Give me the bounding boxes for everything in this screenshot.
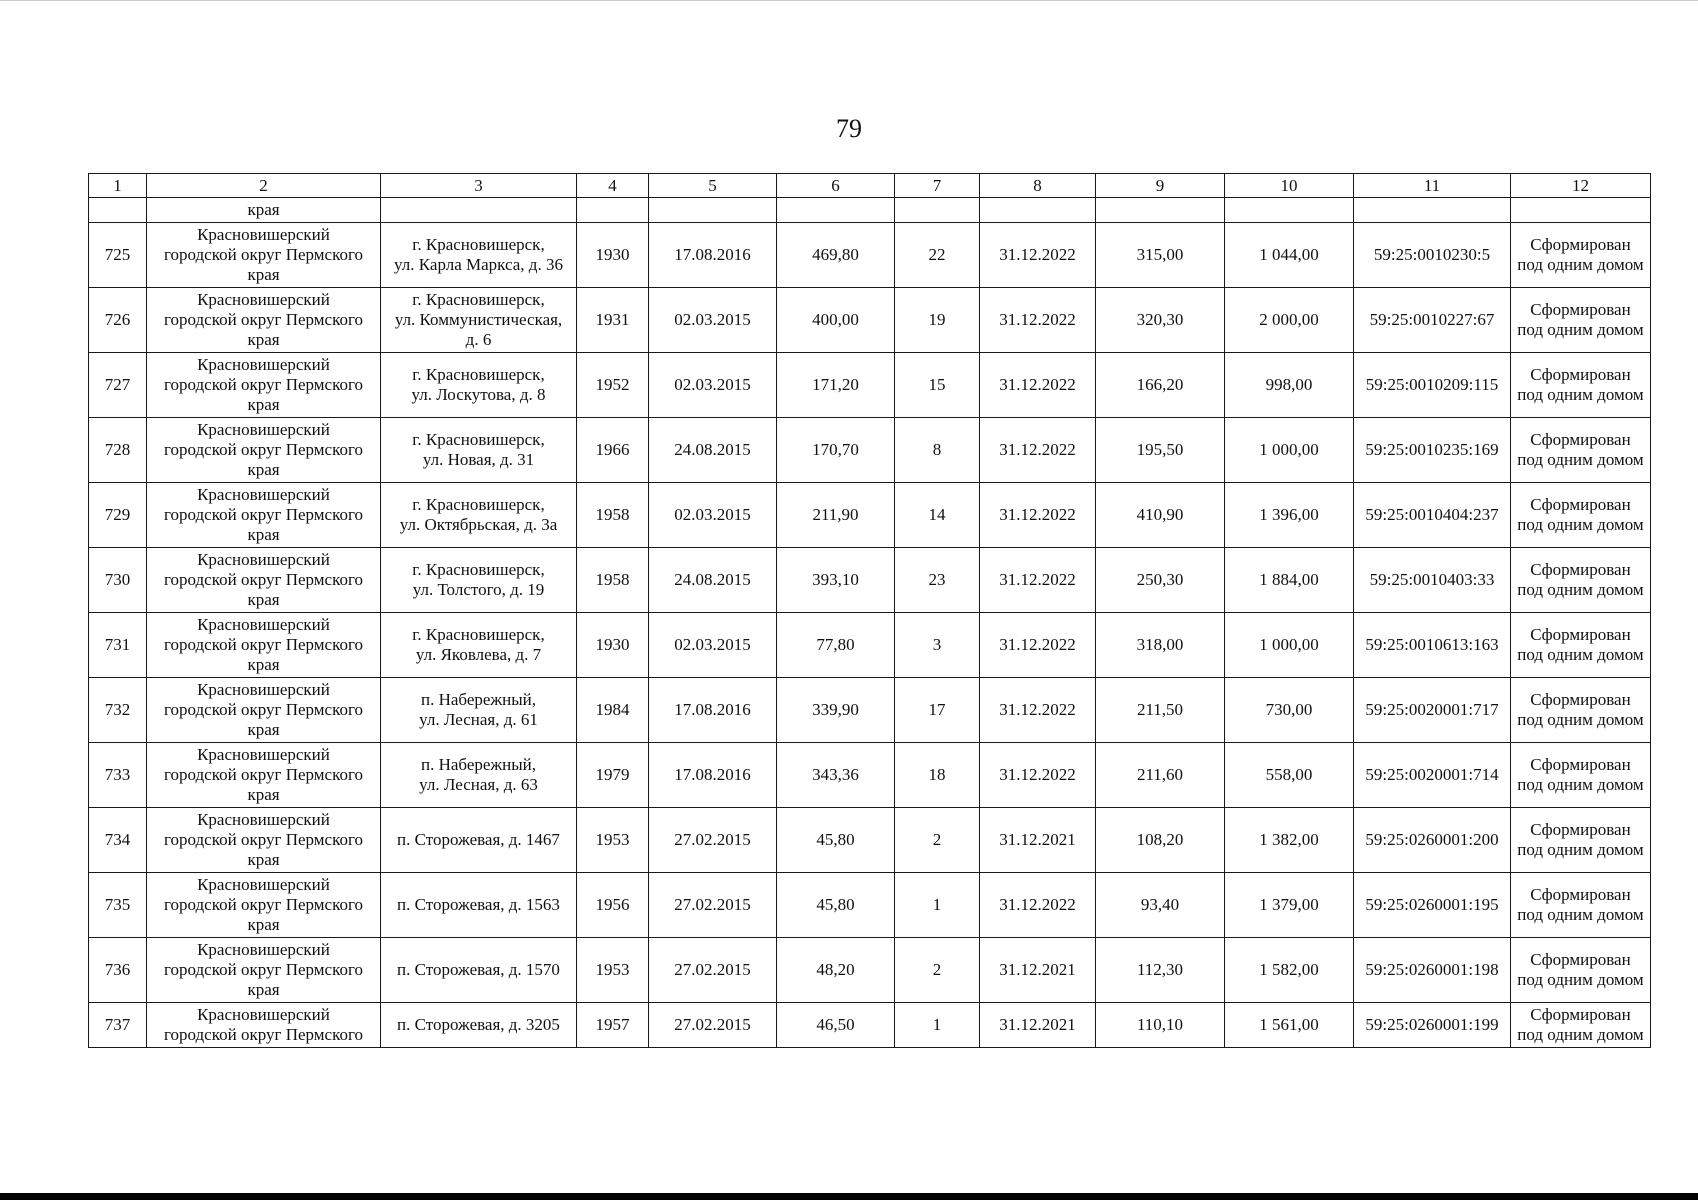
deadline-cell: 31.12.2022 bbox=[980, 743, 1096, 808]
status-line: Сформирован bbox=[1530, 365, 1631, 384]
table-row bbox=[89, 938, 1651, 1003]
municipality-line: Красновишерский bbox=[197, 355, 330, 374]
status-line: под одним домом bbox=[1517, 255, 1644, 274]
municipality-line: Красновишерский bbox=[197, 615, 330, 634]
status-line: Сформирован bbox=[1530, 820, 1631, 839]
municipality-line: городской округ Пермского bbox=[163, 245, 364, 264]
municipality-line: Красновишерский bbox=[197, 420, 330, 439]
cadastral-number-cell: 59:25:0010235:169 bbox=[1354, 418, 1511, 483]
status-line: под одним домом bbox=[1517, 775, 1644, 794]
status-cell bbox=[1511, 808, 1651, 873]
table-row bbox=[89, 483, 1651, 548]
status-line: под одним домом bbox=[1517, 710, 1644, 729]
column-10-cell: 1 000,00 bbox=[1225, 613, 1354, 678]
build-year-cell: 1930 bbox=[577, 613, 649, 678]
deadline-cell: 31.12.2022 bbox=[980, 548, 1096, 613]
column-header: 2 bbox=[147, 174, 381, 198]
row-number: 729 bbox=[89, 483, 147, 548]
build-year-cell: 1984 bbox=[577, 678, 649, 743]
registration-date-cell: 02.03.2015 bbox=[649, 483, 777, 548]
municipality-cell bbox=[147, 1003, 381, 1048]
table-cell bbox=[1225, 198, 1354, 223]
residents-cell: 1 bbox=[895, 1003, 980, 1048]
municipality-line: городской округ Пермского bbox=[163, 440, 364, 459]
registration-date-cell: 17.08.2016 bbox=[649, 743, 777, 808]
table-cell bbox=[1096, 198, 1225, 223]
column-9-cell: 112,30 bbox=[1096, 938, 1225, 1003]
address-line: п. Набережный, bbox=[420, 690, 537, 709]
registration-date-cell: 17.08.2016 bbox=[649, 223, 777, 288]
municipality-line: края bbox=[247, 720, 280, 739]
row-number: 737 bbox=[89, 1003, 147, 1048]
column-header: 8 bbox=[980, 174, 1096, 198]
municipality-cell bbox=[147, 353, 381, 418]
status-cell bbox=[1511, 873, 1651, 938]
residents-cell: 14 bbox=[895, 483, 980, 548]
municipality-line: края bbox=[247, 330, 280, 349]
row-number: 732 bbox=[89, 678, 147, 743]
column-9-cell: 110,10 bbox=[1096, 1003, 1225, 1048]
column-9-cell: 315,00 bbox=[1096, 223, 1225, 288]
column-9-cell: 108,20 bbox=[1096, 808, 1225, 873]
municipality-line: края bbox=[247, 265, 280, 284]
municipality-line: городской округ Пермского bbox=[163, 505, 364, 524]
column-9-cell: 318,00 bbox=[1096, 613, 1225, 678]
status-line: под одним домом bbox=[1517, 385, 1644, 404]
area-cell: 48,20 bbox=[777, 938, 895, 1003]
cadastral-number-cell: 59:25:0260001:200 bbox=[1354, 808, 1511, 873]
column-10-cell: 1 561,00 bbox=[1225, 1003, 1354, 1048]
status-cell bbox=[1511, 288, 1651, 353]
address-cell bbox=[381, 678, 577, 743]
municipality-line: края bbox=[247, 785, 280, 804]
municipality-line: края bbox=[247, 915, 280, 934]
table-cell bbox=[649, 198, 777, 223]
table-cell bbox=[1354, 198, 1511, 223]
row-number: 736 bbox=[89, 938, 147, 1003]
cadastral-number-cell: 59:25:0010230:5 bbox=[1354, 223, 1511, 288]
scan-top-rule bbox=[0, 0, 1698, 1]
municipality-cell bbox=[147, 288, 381, 353]
column-10-cell: 998,00 bbox=[1225, 353, 1354, 418]
status-cell bbox=[1511, 938, 1651, 1003]
deadline-cell: 31.12.2021 bbox=[980, 808, 1096, 873]
deadline-cell: 31.12.2022 bbox=[980, 678, 1096, 743]
address-line: г. Красновишерск, bbox=[412, 560, 545, 579]
residents-cell: 19 bbox=[895, 288, 980, 353]
column-9-cell: 211,60 bbox=[1096, 743, 1225, 808]
municipality-line: городской округ Пермского bbox=[163, 960, 364, 979]
deadline-cell: 31.12.2022 bbox=[980, 353, 1096, 418]
municipality-cell bbox=[147, 483, 381, 548]
cadastral-number-cell: 59:25:0260001:199 bbox=[1354, 1003, 1511, 1048]
municipality-line: городской округ Пермского bbox=[163, 700, 364, 719]
address-cell bbox=[381, 548, 577, 613]
status-cell bbox=[1511, 678, 1651, 743]
municipality-cell bbox=[147, 613, 381, 678]
address-line: п. Сторожевая, д. 1467 bbox=[397, 830, 560, 849]
address-line: ул. Октябрьская, д. 3а bbox=[399, 515, 558, 534]
build-year-cell: 1958 bbox=[577, 483, 649, 548]
column-header: 11 bbox=[1354, 174, 1511, 198]
scan-bottom-edge bbox=[0, 1193, 1698, 1200]
status-line: под одним домом bbox=[1517, 580, 1644, 599]
cadastral-number-cell: 59:25:0010209:115 bbox=[1354, 353, 1511, 418]
table-cell bbox=[89, 198, 147, 223]
cadastral-number-cell: 59:25:0260001:198 bbox=[1354, 938, 1511, 1003]
status-line: Сформирован bbox=[1530, 430, 1631, 449]
area-cell: 343,36 bbox=[777, 743, 895, 808]
deadline-cell: 31.12.2022 bbox=[980, 223, 1096, 288]
municipality-line: края bbox=[247, 655, 280, 674]
status-cell bbox=[1511, 1003, 1651, 1048]
build-year-cell: 1953 bbox=[577, 938, 649, 1003]
status-cell bbox=[1511, 223, 1651, 288]
registration-date-cell: 27.02.2015 bbox=[649, 938, 777, 1003]
build-year-cell: 1953 bbox=[577, 808, 649, 873]
housing-registry-table bbox=[88, 173, 1651, 1048]
address-cell bbox=[381, 223, 577, 288]
column-9-cell: 195,50 bbox=[1096, 418, 1225, 483]
address-line: ул. Лесная, д. 63 bbox=[419, 775, 538, 794]
row-number: 735 bbox=[89, 873, 147, 938]
column-header: 4 bbox=[577, 174, 649, 198]
municipality-line: края bbox=[247, 850, 280, 869]
residents-cell: 2 bbox=[895, 938, 980, 1003]
status-line: под одним домом bbox=[1517, 320, 1644, 339]
address-cell bbox=[381, 353, 577, 418]
address-line: г. Красновишерск, bbox=[412, 625, 545, 644]
table-row bbox=[89, 418, 1651, 483]
municipality-cell bbox=[147, 808, 381, 873]
municipality-cell bbox=[147, 938, 381, 1003]
address-line: ул. Новая, д. 31 bbox=[422, 450, 535, 469]
status-line: под одним домом bbox=[1517, 515, 1644, 534]
status-line: Сформирован bbox=[1530, 1005, 1631, 1024]
table-row bbox=[89, 548, 1651, 613]
address-line: ул. Лоскутова, д. 8 bbox=[411, 385, 546, 404]
build-year-cell: 1957 bbox=[577, 1003, 649, 1048]
column-9-cell: 320,30 bbox=[1096, 288, 1225, 353]
column-10-cell: 1 396,00 bbox=[1225, 483, 1354, 548]
row-number: 726 bbox=[89, 288, 147, 353]
address-cell bbox=[381, 938, 577, 1003]
cadastral-number-cell: 59:25:0010404:237 bbox=[1354, 483, 1511, 548]
build-year-cell: 1979 bbox=[577, 743, 649, 808]
build-year-cell: 1956 bbox=[577, 873, 649, 938]
deadline-cell: 31.12.2022 bbox=[980, 418, 1096, 483]
row-number: 727 bbox=[89, 353, 147, 418]
municipality-cell bbox=[147, 418, 381, 483]
address-line: г. Красновишерск, bbox=[412, 365, 545, 384]
status-line: под одним домом bbox=[1517, 905, 1644, 924]
registration-date-cell: 02.03.2015 bbox=[649, 613, 777, 678]
status-line: Сформирован bbox=[1530, 495, 1631, 514]
table-cell bbox=[895, 198, 980, 223]
residents-cell: 18 bbox=[895, 743, 980, 808]
column-number-row bbox=[89, 174, 1651, 198]
status-line: под одним домом bbox=[1517, 450, 1644, 469]
cadastral-number-cell: 59:25:0260001:195 bbox=[1354, 873, 1511, 938]
build-year-cell: 1952 bbox=[577, 353, 649, 418]
status-cell bbox=[1511, 483, 1651, 548]
column-header: 3 bbox=[381, 174, 577, 198]
status-line: Сформирован bbox=[1530, 235, 1631, 254]
column-9-cell: 93,40 bbox=[1096, 873, 1225, 938]
column-header: 5 bbox=[649, 174, 777, 198]
address-line: г. Красновишерск, bbox=[412, 430, 545, 449]
status-line: Сформирован bbox=[1530, 690, 1631, 709]
municipality-line: городской округ Пермского bbox=[163, 895, 364, 914]
table-row bbox=[89, 288, 1651, 353]
build-year-cell: 1931 bbox=[577, 288, 649, 353]
table-row bbox=[89, 873, 1651, 938]
build-year-cell: 1930 bbox=[577, 223, 649, 288]
registration-date-cell: 17.08.2016 bbox=[649, 678, 777, 743]
area-cell: 469,80 bbox=[777, 223, 895, 288]
table-row bbox=[89, 1003, 1651, 1048]
status-cell bbox=[1511, 418, 1651, 483]
municipality-line: Красновишерский bbox=[197, 810, 330, 829]
build-year-cell: 1966 bbox=[577, 418, 649, 483]
continuation-text: края bbox=[147, 198, 381, 223]
column-10-cell: 730,00 bbox=[1225, 678, 1354, 743]
table-row bbox=[89, 223, 1651, 288]
municipality-cell bbox=[147, 678, 381, 743]
table-cell bbox=[1511, 198, 1651, 223]
address-cell bbox=[381, 483, 577, 548]
municipality-line: Красновишерский bbox=[197, 1005, 330, 1024]
status-line: под одним домом bbox=[1517, 970, 1644, 989]
municipality-line: городской округ Пермского bbox=[163, 1025, 364, 1044]
area-cell: 170,70 bbox=[777, 418, 895, 483]
address-line: ул. Коммунистическая, bbox=[394, 310, 563, 329]
table-cell bbox=[980, 198, 1096, 223]
deadline-cell: 31.12.2022 bbox=[980, 873, 1096, 938]
registration-date-cell: 27.02.2015 bbox=[649, 873, 777, 938]
residents-cell: 23 bbox=[895, 548, 980, 613]
municipality-line: Красновишерский bbox=[197, 940, 330, 959]
area-cell: 393,10 bbox=[777, 548, 895, 613]
continuation-row bbox=[89, 198, 1651, 223]
row-number: 731 bbox=[89, 613, 147, 678]
municipality-line: края bbox=[247, 590, 280, 609]
table-cell bbox=[777, 198, 895, 223]
residents-cell: 15 bbox=[895, 353, 980, 418]
residents-cell: 22 bbox=[895, 223, 980, 288]
address-line: ул. Яковлева, д. 7 bbox=[415, 645, 542, 664]
address-line: г. Красновишерск, bbox=[412, 495, 545, 514]
column-10-cell: 2 000,00 bbox=[1225, 288, 1354, 353]
municipality-cell bbox=[147, 743, 381, 808]
address-cell bbox=[381, 288, 577, 353]
row-number: 725 bbox=[89, 223, 147, 288]
table-cell bbox=[577, 198, 649, 223]
column-header: 1 bbox=[89, 174, 147, 198]
column-10-cell: 1 884,00 bbox=[1225, 548, 1354, 613]
municipality-line: Красновишерский bbox=[197, 745, 330, 764]
area-cell: 45,80 bbox=[777, 808, 895, 873]
address-line: д. 6 bbox=[465, 330, 492, 349]
column-10-cell: 558,00 bbox=[1225, 743, 1354, 808]
column-9-cell: 410,90 bbox=[1096, 483, 1225, 548]
column-9-cell: 211,50 bbox=[1096, 678, 1225, 743]
registration-date-cell: 24.08.2015 bbox=[649, 418, 777, 483]
table-row bbox=[89, 743, 1651, 808]
cadastral-number-cell: 59:25:0020001:717 bbox=[1354, 678, 1511, 743]
address-cell bbox=[381, 1003, 577, 1048]
column-10-cell: 1 000,00 bbox=[1225, 418, 1354, 483]
status-line: под одним домом bbox=[1517, 1025, 1644, 1044]
build-year-cell: 1958 bbox=[577, 548, 649, 613]
residents-cell: 8 bbox=[895, 418, 980, 483]
area-cell: 400,00 bbox=[777, 288, 895, 353]
municipality-cell bbox=[147, 873, 381, 938]
column-header: 6 bbox=[777, 174, 895, 198]
cadastral-number-cell: 59:25:0010613:163 bbox=[1354, 613, 1511, 678]
table-row bbox=[89, 678, 1651, 743]
address-line: ул. Лесная, д. 61 bbox=[419, 710, 538, 729]
status-line: Сформирован bbox=[1530, 950, 1631, 969]
table-row bbox=[89, 808, 1651, 873]
column-header: 9 bbox=[1096, 174, 1225, 198]
table-body bbox=[89, 174, 1651, 1048]
municipality-line: Красновишерский bbox=[197, 680, 330, 699]
address-line: г. Красновишерск, bbox=[412, 290, 545, 309]
status-line: Сформирован bbox=[1530, 885, 1631, 904]
municipality-line: Красновишерский bbox=[197, 225, 330, 244]
municipality-line: городской округ Пермского bbox=[163, 570, 364, 589]
address-cell bbox=[381, 808, 577, 873]
municipality-line: края bbox=[247, 460, 280, 479]
address-cell bbox=[381, 873, 577, 938]
column-header: 12 bbox=[1511, 174, 1651, 198]
cadastral-number-cell: 59:25:0010227:67 bbox=[1354, 288, 1511, 353]
column-10-cell: 1 044,00 bbox=[1225, 223, 1354, 288]
address-line: п. Сторожевая, д. 1570 bbox=[397, 960, 560, 979]
municipality-line: края bbox=[247, 525, 280, 544]
status-cell bbox=[1511, 548, 1651, 613]
area-cell: 46,50 bbox=[777, 1003, 895, 1048]
status-cell bbox=[1511, 743, 1651, 808]
residents-cell: 1 bbox=[895, 873, 980, 938]
status-line: Сформирован bbox=[1530, 625, 1631, 644]
row-number: 733 bbox=[89, 743, 147, 808]
residents-cell: 2 bbox=[895, 808, 980, 873]
municipality-line: Красновишерский bbox=[197, 550, 330, 569]
municipality-cell bbox=[147, 548, 381, 613]
row-number: 730 bbox=[89, 548, 147, 613]
page-number: 79 bbox=[836, 114, 862, 143]
registration-date-cell: 02.03.2015 bbox=[649, 353, 777, 418]
status-line: Сформирован bbox=[1530, 560, 1631, 579]
address-cell bbox=[381, 418, 577, 483]
status-cell bbox=[1511, 353, 1651, 418]
municipality-line: городской округ Пермского bbox=[163, 635, 364, 654]
address-line: п. Сторожевая, д. 1563 bbox=[397, 895, 560, 914]
area-cell: 211,90 bbox=[777, 483, 895, 548]
status-cell bbox=[1511, 613, 1651, 678]
address-line: ул. Толстого, д. 19 bbox=[412, 580, 545, 599]
area-cell: 77,80 bbox=[777, 613, 895, 678]
registration-date-cell: 27.02.2015 bbox=[649, 808, 777, 873]
address-cell bbox=[381, 613, 577, 678]
municipality-cell bbox=[147, 223, 381, 288]
status-line: под одним домом bbox=[1517, 645, 1644, 664]
column-10-cell: 1 382,00 bbox=[1225, 808, 1354, 873]
address-line: г. Красновишерск, bbox=[412, 235, 545, 254]
municipality-line: края bbox=[247, 980, 280, 999]
cadastral-number-cell: 59:25:0010403:33 bbox=[1354, 548, 1511, 613]
status-line: Сформирован bbox=[1530, 300, 1631, 319]
column-header: 7 bbox=[895, 174, 980, 198]
municipality-line: края bbox=[247, 395, 280, 414]
deadline-cell: 31.12.2021 bbox=[980, 1003, 1096, 1048]
column-9-cell: 250,30 bbox=[1096, 548, 1225, 613]
cadastral-number-cell: 59:25:0020001:714 bbox=[1354, 743, 1511, 808]
municipality-line: Красновишерский bbox=[197, 485, 330, 504]
table-row bbox=[89, 353, 1651, 418]
row-number: 728 bbox=[89, 418, 147, 483]
address-cell bbox=[381, 743, 577, 808]
column-10-cell: 1 582,00 bbox=[1225, 938, 1354, 1003]
registration-date-cell: 02.03.2015 bbox=[649, 288, 777, 353]
area-cell: 339,90 bbox=[777, 678, 895, 743]
residents-cell: 3 bbox=[895, 613, 980, 678]
deadline-cell: 31.12.2021 bbox=[980, 938, 1096, 1003]
address-line: п. Набережный, bbox=[420, 755, 537, 774]
registration-date-cell: 27.02.2015 bbox=[649, 1003, 777, 1048]
status-line: Сформирован bbox=[1530, 755, 1631, 774]
municipality-line: городской округ Пермского bbox=[163, 830, 364, 849]
municipality-line: Красновишерский bbox=[197, 875, 330, 894]
row-number: 734 bbox=[89, 808, 147, 873]
address-line: ул. Карла Маркса, д. 36 bbox=[394, 255, 563, 274]
municipality-line: городской округ Пермского bbox=[163, 375, 364, 394]
column-header: 10 bbox=[1225, 174, 1354, 198]
address-line: п. Сторожевая, д. 3205 bbox=[397, 1015, 560, 1034]
registration-date-cell: 24.08.2015 bbox=[649, 548, 777, 613]
municipality-line: Красновишерский bbox=[197, 290, 330, 309]
column-10-cell: 1 379,00 bbox=[1225, 873, 1354, 938]
area-cell: 171,20 bbox=[777, 353, 895, 418]
table-row bbox=[89, 613, 1651, 678]
column-9-cell: 166,20 bbox=[1096, 353, 1225, 418]
residents-cell: 17 bbox=[895, 678, 980, 743]
deadline-cell: 31.12.2022 bbox=[980, 613, 1096, 678]
municipality-line: городской округ Пермского bbox=[163, 310, 364, 329]
table-cell bbox=[381, 198, 577, 223]
deadline-cell: 31.12.2022 bbox=[980, 483, 1096, 548]
municipality-line: городской округ Пермского bbox=[163, 765, 364, 784]
area-cell: 45,80 bbox=[777, 873, 895, 938]
status-line: под одним домом bbox=[1517, 840, 1644, 859]
deadline-cell: 31.12.2022 bbox=[980, 288, 1096, 353]
